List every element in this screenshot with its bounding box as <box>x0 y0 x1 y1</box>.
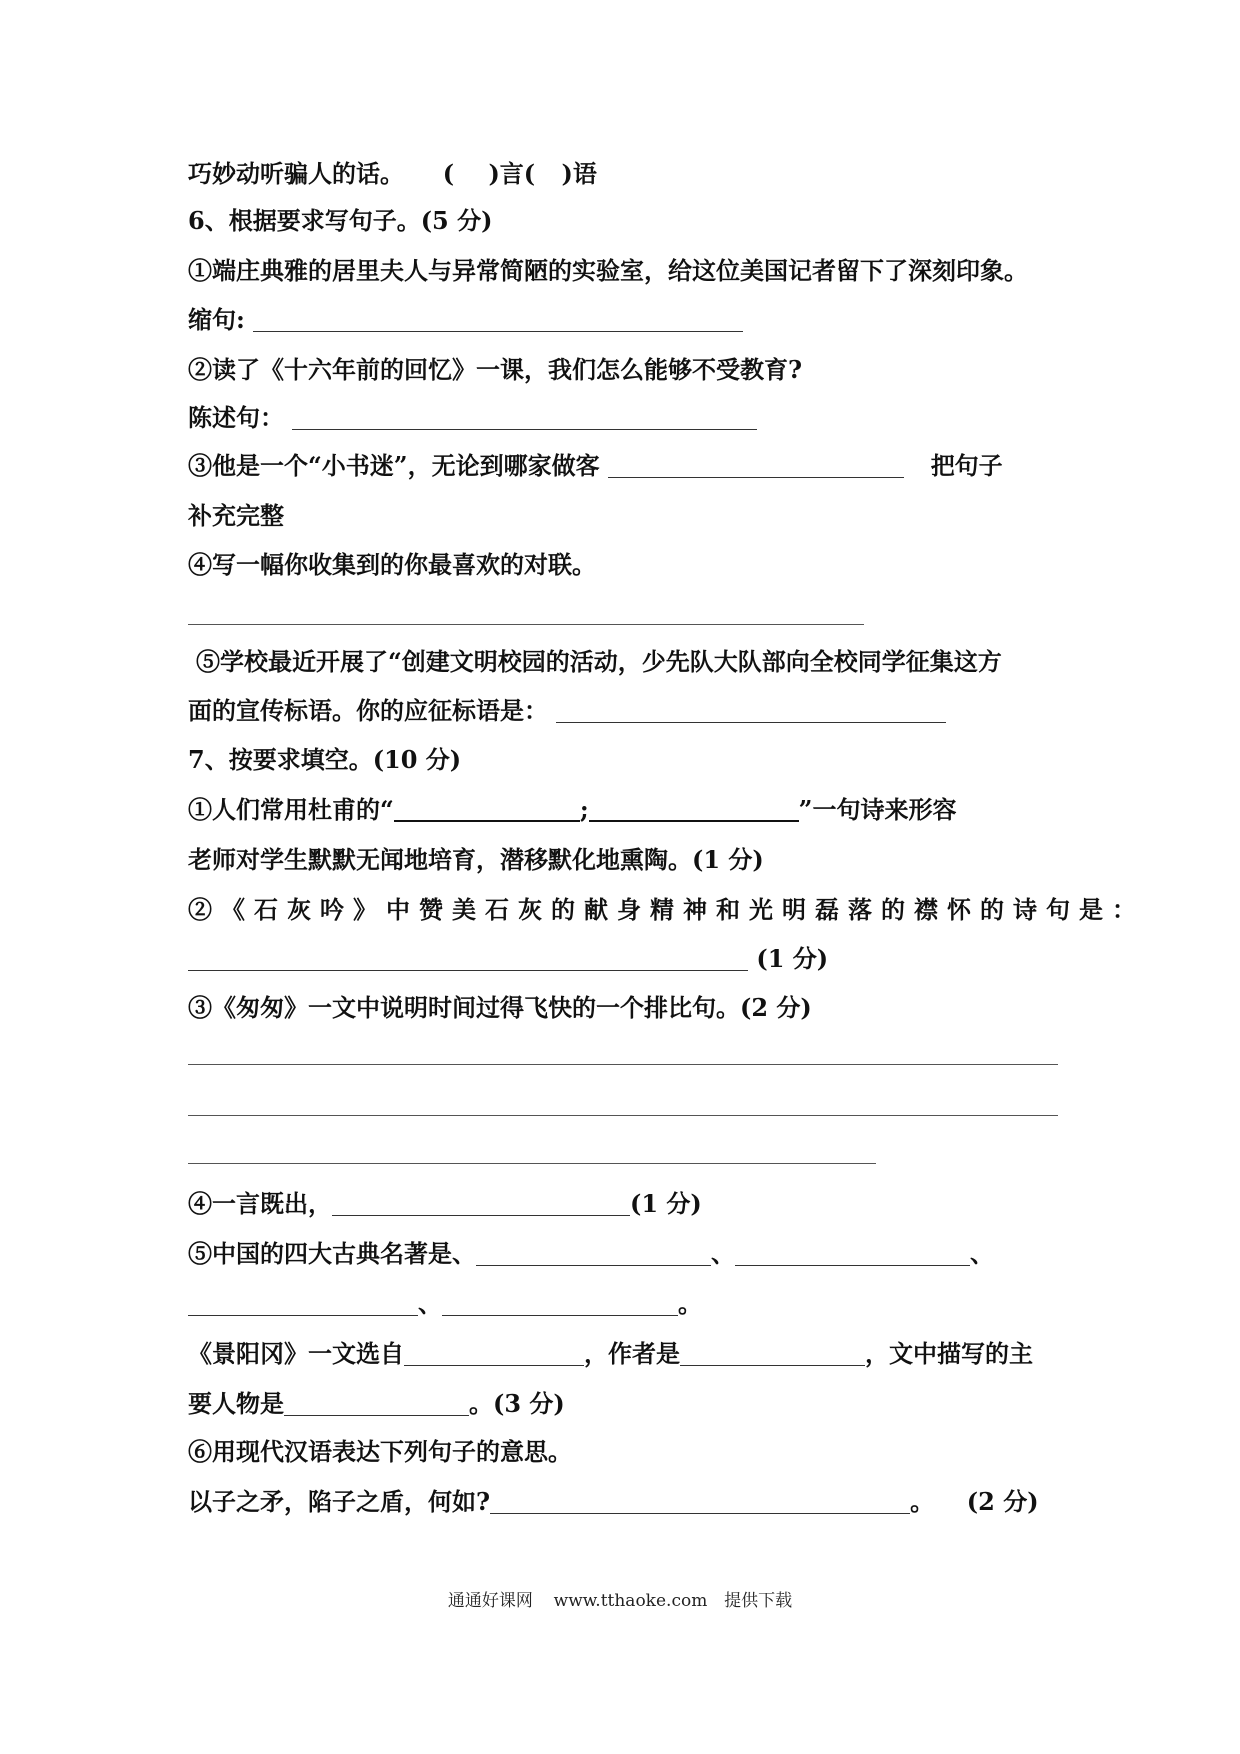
q6-slogan-line: 面的宣传标语。你的应征标语是： <box>188 693 1060 729</box>
footer-suffix: 提供下载 <box>724 1591 793 1611</box>
q6-condense-line: 缩句: <box>188 302 1060 338</box>
couplet-answer-blank[interactable] <box>188 624 864 625</box>
declarative-answer-blank[interactable] <box>292 405 757 430</box>
q7-item-4: ④一言既出， (1 分) <box>188 1189 702 1218</box>
q6-sentence-2: ②读了《十六年前的回忆》一课，我们怎么能够不受教育? <box>188 355 803 384</box>
q7-item-6-question: 以子之矛，陷子之盾，何如? 。 (2 分) <box>188 1487 1039 1516</box>
classic-novel-blank-3[interactable] <box>188 1291 418 1316</box>
footer-url[interactable]: www.tthaoke.com <box>553 1591 708 1611</box>
q6-sentence-4: ④写一幅你收集到的你最喜欢的对联。 <box>188 550 596 579</box>
author-blank[interactable] <box>680 1341 865 1366</box>
q7-heading: 7、按要求填空。(10 分) <box>188 745 462 774</box>
q7-item-5-cont: 、 。 <box>188 1286 1060 1322</box>
main-character-blank[interactable] <box>284 1391 469 1416</box>
du-fu-blank-1[interactable] <box>394 796 580 822</box>
q6-sentence-1: ①端庄典雅的居里夫人与异常简陋的实验室，给这位美国记者留下了深刻印象。 <box>188 256 1028 285</box>
q7-item-1: ①人们常用杜甫的“ ; ”一句诗来形容 <box>188 795 957 824</box>
poem-answer-blank[interactable] <box>188 946 748 971</box>
classic-novel-blank-4[interactable] <box>442 1291 678 1316</box>
q7-item-2: ②《石灰吟》中赞美石灰的献身精神和光明磊落的襟怀的诗句是： <box>188 895 1145 924</box>
idiom-answer-blank[interactable] <box>332 1191 630 1216</box>
q6-sentence-3: ③他是一个“小书迷”，无论到哪家做客 把句子 <box>188 451 1003 480</box>
source-book-blank[interactable] <box>404 1341 584 1366</box>
du-fu-blank-2[interactable] <box>589 796 799 822</box>
q7-jingyanggang: 《景阳冈》一文选自 ，作者是 ，文中描写的主 <box>188 1339 1033 1368</box>
q6-sentence-5: ⑤学校最近开展了“创建文明校园的活动，少先队大队部向全校同学征集这方 <box>196 647 1002 676</box>
q7-jingyanggang-cont: 要人物是 。(3 分) <box>188 1389 565 1418</box>
complete-sentence-blank[interactable] <box>608 453 904 478</box>
q7-item-1-cont: 老师对学生默默无闻地培育，潜移默化地熏陶。(1 分) <box>188 845 764 874</box>
q7-item-3: ③《匆匆》一文中说明时间过得飞快的一个排比句。(2 分) <box>188 993 812 1022</box>
q6-sentence-3-cont: 补充完整 <box>188 501 284 530</box>
q7-item-6: ⑥用现代汉语表达下列句子的意思。 <box>188 1437 572 1466</box>
page-footer <box>0 1586 1240 1611</box>
classic-novel-blank-1[interactable] <box>476 1241 711 1266</box>
footer-site-name: 通通好课网 <box>447 1591 533 1611</box>
classic-novel-blank-2[interactable] <box>735 1241 970 1266</box>
q6-heading: 6、根据要求写句子。(5 分) <box>188 206 493 235</box>
q7-item-2-answer: (1 分) <box>188 941 1060 977</box>
slogan-answer-blank[interactable] <box>556 698 946 723</box>
condense-answer-blank[interactable] <box>253 307 743 332</box>
parallel-answer-blank-1[interactable] <box>188 1064 1058 1065</box>
translation-answer-blank[interactable] <box>490 1489 910 1514</box>
q6-declarative-line: 陈述句： <box>188 400 1060 436</box>
parallel-answer-blank-2[interactable] <box>188 1115 1058 1116</box>
parallel-answer-blank-3[interactable] <box>188 1163 876 1164</box>
q7-item-5: ⑤中国的四大古典名著是、 、 、 <box>188 1239 994 1268</box>
q5-idiom-line: 巧妙动听骗人的话。 ( )言( )语 <box>188 159 597 188</box>
